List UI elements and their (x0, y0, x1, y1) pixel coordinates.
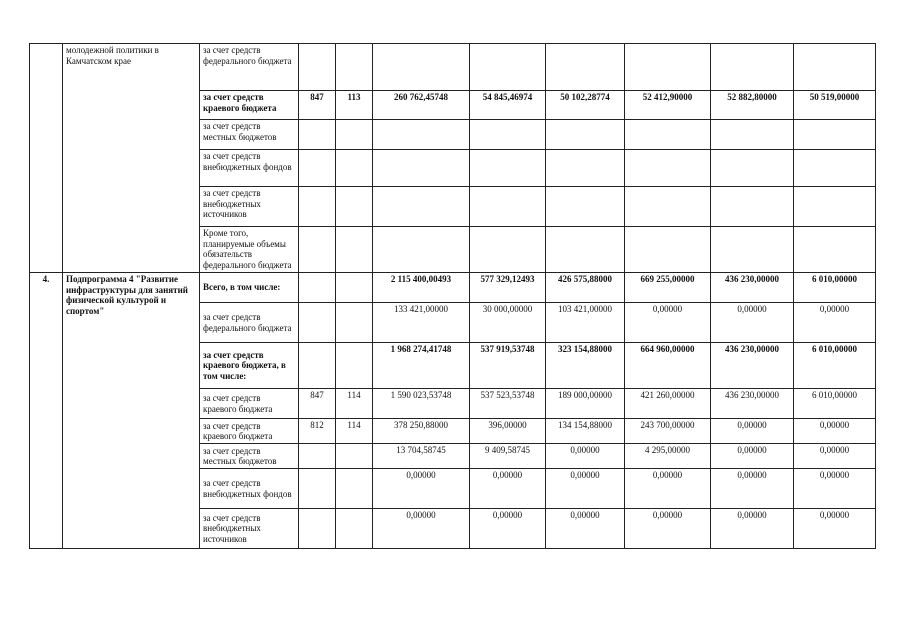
program-rows (30, 273, 876, 549)
gr-code (299, 227, 336, 273)
year2-amount: 0,00000 (546, 509, 625, 549)
gr-code: 847 (299, 91, 336, 120)
year1-amount (470, 227, 546, 273)
year4-amount (711, 187, 794, 227)
year2-amount: 134 154,88000 (546, 419, 625, 444)
budget-table (29, 43, 876, 549)
year4-amount: 0,00000 (711, 419, 794, 444)
year2-amount: 103 421,00000 (546, 303, 625, 343)
year3-amount (625, 187, 711, 227)
gr-code (299, 303, 336, 343)
year5-amount (794, 150, 876, 187)
total-amount: 1 968 274,41748 (373, 343, 470, 389)
year5-amount: 6 010,00000 (794, 343, 876, 389)
year4-amount (711, 150, 794, 187)
year5-amount: 0,00000 (794, 444, 876, 469)
gr-code (299, 469, 336, 509)
year3-amount: 0,00000 (625, 303, 711, 343)
year3-amount: 669 255,00000 (625, 273, 711, 303)
total-amount: 133 421,00000 (373, 303, 470, 343)
section-code (336, 444, 373, 469)
year3-amount (625, 120, 711, 150)
total-amount: 260 762,45748 (373, 91, 470, 120)
year2-amount (546, 120, 625, 150)
funding-source: за счет средств федерального бюджета (200, 44, 299, 91)
section-code (336, 150, 373, 187)
year4-amount: 436 230,00000 (711, 343, 794, 389)
year3-amount: 421 260,00000 (625, 389, 711, 419)
top-number-cell (30, 44, 63, 273)
year5-amount (794, 227, 876, 273)
total-amount: 13 704,58745 (373, 444, 470, 469)
year4-amount: 0,00000 (711, 303, 794, 343)
year4-amount: 436 230,00000 (711, 389, 794, 419)
year5-amount: 6 010,00000 (794, 389, 876, 419)
gr-code: 812 (299, 419, 336, 444)
year5-amount (794, 187, 876, 227)
year2-amount (546, 227, 625, 273)
gr-code (299, 44, 336, 91)
year2-amount: 426 575,88000 (546, 273, 625, 303)
gr-code (299, 187, 336, 227)
year5-amount: 0,00000 (794, 303, 876, 343)
gr-code (299, 120, 336, 150)
section-code (336, 44, 373, 91)
year5-amount: 0,00000 (794, 419, 876, 444)
funding-source: за счет средств краевого бюджета (200, 91, 299, 120)
section-code: 113 (336, 91, 373, 120)
year2-amount: 0,00000 (546, 444, 625, 469)
year1-amount: 0,00000 (470, 469, 546, 509)
total-amount (373, 120, 470, 150)
year4-amount: 52 882,80000 (711, 91, 794, 120)
funding-source: за счет средств местных бюджетов (200, 120, 299, 150)
year3-amount: 0,00000 (625, 469, 711, 509)
funding-source: за счет средств внебюджетных фондов (200, 150, 299, 187)
section-code: 114 (336, 389, 373, 419)
section-code (336, 509, 373, 549)
year4-amount: 0,00000 (711, 469, 794, 509)
gr-code (299, 343, 336, 389)
year4-amount (711, 44, 794, 91)
gr-code (299, 444, 336, 469)
funding-source: за счет средств краевого бюджета (200, 419, 299, 444)
section-code (336, 343, 373, 389)
year4-amount (711, 120, 794, 150)
total-amount (373, 150, 470, 187)
year1-amount: 537 523,53748 (470, 389, 546, 419)
year1-amount: 577 329,12493 (470, 273, 546, 303)
year5-amount: 50 519,00000 (794, 91, 876, 120)
total-amount: 1 590 023,53748 (373, 389, 470, 419)
year2-amount: 50 102,28774 (546, 91, 625, 120)
funding-source: за счет средств федерального бюджета (200, 303, 299, 343)
year2-amount (546, 150, 625, 187)
year3-amount: 0,00000 (625, 509, 711, 549)
program-title: Подпрограмма 4 "Развитие инфраструктуры для занятий физической культурой и спортом" (63, 273, 200, 549)
total-amount: 2 115 400,00493 (373, 273, 470, 303)
gr-code (299, 273, 336, 303)
year1-amount (470, 44, 546, 91)
year3-amount (625, 227, 711, 273)
year3-amount (625, 44, 711, 91)
section-code: 114 (336, 419, 373, 444)
total-amount (373, 44, 470, 91)
top-block-rows (30, 44, 876, 273)
year3-amount: 243 700,00000 (625, 419, 711, 444)
section-code (336, 469, 373, 509)
year1-amount: 30 000,00000 (470, 303, 546, 343)
funding-source: за счет средств внебюджетных источников (200, 509, 299, 549)
year2-amount (546, 44, 625, 91)
total-amount: 378 250,88000 (373, 419, 470, 444)
top-block-title: молодежной политики в Камчатском крае (63, 44, 200, 273)
funding-source: Кроме того, планируемые объемы обязательств федерального бюджета (200, 227, 299, 273)
section-code (336, 227, 373, 273)
year1-amount: 54 845,46974 (470, 91, 546, 120)
year2-amount: 323 154,88000 (546, 343, 625, 389)
funding-source: Всего, в том числе: (200, 273, 299, 303)
funding-source: за счет средств внебюджетных фондов (200, 469, 299, 509)
total-amount (373, 187, 470, 227)
program-number: 4. (30, 273, 63, 549)
funding-source: за счет средств краевого бюджета (200, 389, 299, 419)
year3-amount (625, 150, 711, 187)
gr-code: 847 (299, 389, 336, 419)
year5-amount (794, 44, 876, 91)
year1-amount (470, 150, 546, 187)
year1-amount: 537 919,53748 (470, 343, 546, 389)
funding-source: за счет средств внебюджетных источников (200, 187, 299, 227)
year1-amount: 0,00000 (470, 509, 546, 549)
total-amount: 0,00000 (373, 469, 470, 509)
year4-amount: 0,00000 (711, 509, 794, 549)
total-amount: 0,00000 (373, 509, 470, 549)
year4-amount (711, 227, 794, 273)
year1-amount (470, 120, 546, 150)
year4-amount: 0,00000 (711, 444, 794, 469)
year5-amount: 6 010,00000 (794, 273, 876, 303)
year2-amount (546, 187, 625, 227)
gr-code (299, 150, 336, 187)
year1-amount: 9 409,58745 (470, 444, 546, 469)
funding-source: за счет средств местных бюджетов (200, 444, 299, 469)
year3-amount: 664 960,00000 (625, 343, 711, 389)
total-amount (373, 227, 470, 273)
year3-amount: 52 412,90000 (625, 91, 711, 120)
funding-source: за счет средств краевого бюджета, в том числе: (200, 343, 299, 389)
year4-amount: 436 230,00000 (711, 273, 794, 303)
gr-code (299, 509, 336, 549)
year2-amount: 189 000,00000 (546, 389, 625, 419)
year5-amount: 0,00000 (794, 469, 876, 509)
year5-amount: 0,00000 (794, 509, 876, 549)
section-code (336, 187, 373, 227)
section-code (336, 303, 373, 343)
section-code (336, 273, 373, 303)
year3-amount: 4 295,00000 (625, 444, 711, 469)
year1-amount: 396,00000 (470, 419, 546, 444)
section-code (336, 120, 373, 150)
year2-amount: 0,00000 (546, 469, 625, 509)
year1-amount (470, 187, 546, 227)
year5-amount (794, 120, 876, 150)
